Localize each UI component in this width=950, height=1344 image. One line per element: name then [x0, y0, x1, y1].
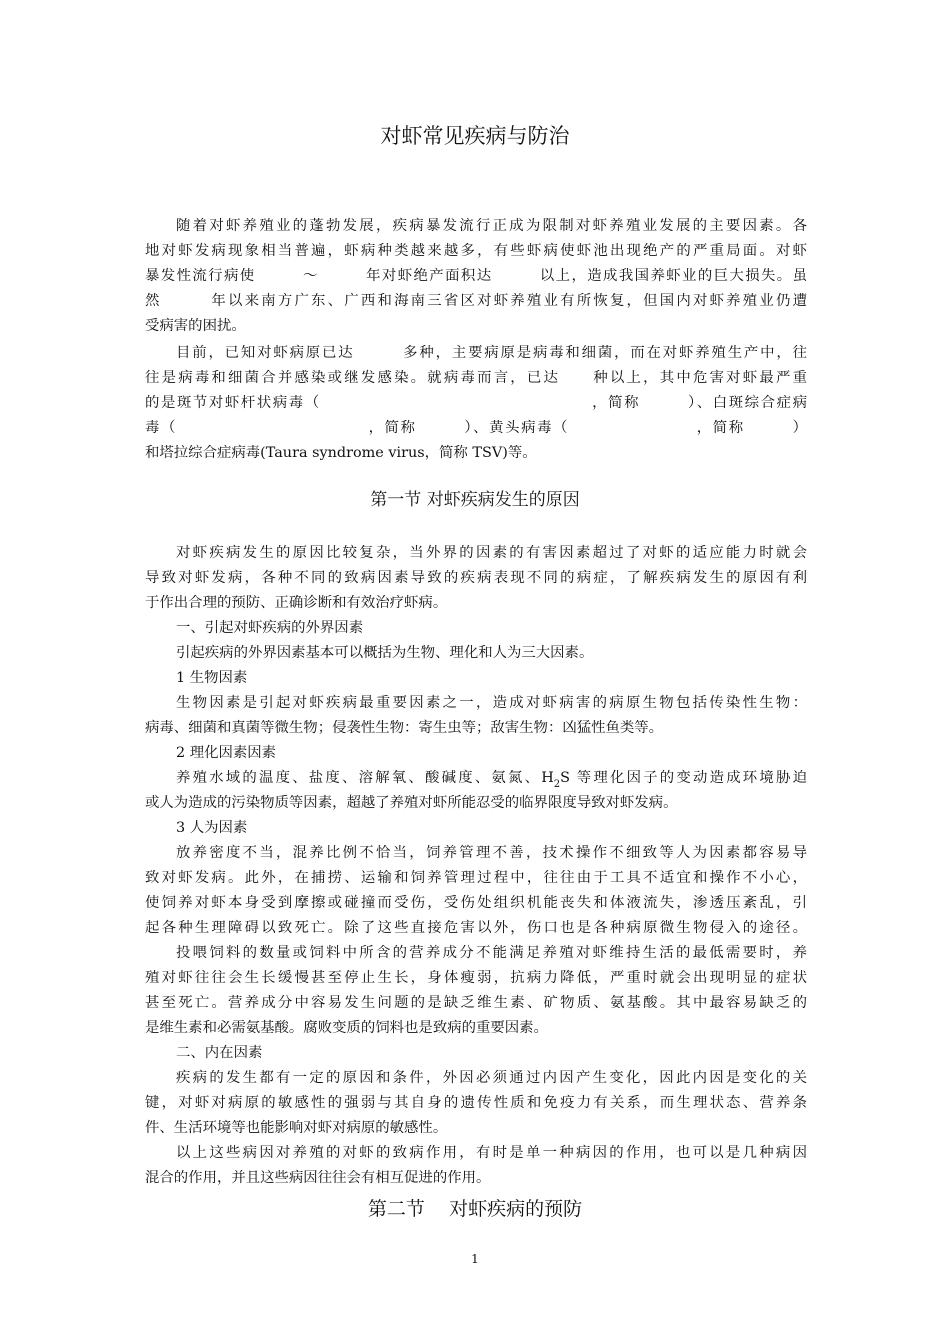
s1-inner-line-2: 键，对虾对病原的敏感性的强弱与其自身的遗传性质和免疫力有关系，而生理状态、营养条: [145, 1095, 807, 1111]
s1-phys-line-1: [176, 767, 807, 789]
s1-feed-line-2: 殖对虾往往会生长缓慢甚至停止生长，身体瘦弱，抗病力降低，严重时就会出现明显的症状: [145, 970, 807, 986]
s1-summary-line-1: 以上这些病因对养殖的对虾的致病作用，有时是单一种病因的作用，也可以是几种病因: [176, 1145, 807, 1161]
s1-p1-line-1: 对虾疾病发生的原因比较复杂，当外界的因素的有害因素超过了对虾的适应能力时就会: [176, 545, 807, 561]
s1-phys-subscript: 2: [553, 779, 561, 790]
s1-bio-line-1: 生物因素是引起对虾疾病最重要因素之一，造成对虾病害的病原生物包括传染性生物：: [176, 695, 807, 711]
s1-phys-text-a: 养殖水域的温度、盐度、溶解氧、酸碱度、氨氮、H: [176, 770, 554, 786]
s1-p1-line-2: 导致对虾发病，各种不同的致病因素导致的疾病表现不同的病症，了解疾病发生的原因有利: [145, 570, 807, 586]
s1-human-line-2: 致对虾发病。此外，在捕捞、运输和饲养管理过程中，往往由于工具不适宜和操作不小心，: [145, 870, 807, 886]
intro-p2-line-4: 毒（ ，简称 ）、黄头病毒（ ，简称 ）: [145, 420, 807, 436]
s1-inner-line-3: 件、生活环境等也能影响对虾对病原的敏感性。: [145, 1120, 448, 1136]
intro-p2-line-3: 的是斑节对虾杆状病毒（ ，简称 ）、白斑综合症病: [145, 395, 807, 411]
intro-p1-line-5: 受病害的困扰。: [145, 318, 246, 334]
intro-p2-line-2: 往是病毒和细菌合并感染或继发感染。就病毒而言，已达 种以上，其中危害对虾最严重: [145, 370, 807, 386]
s1-human-heading: 3 人为因素: [176, 820, 248, 836]
section-1-heading: 第一节 对虾疾病发生的原因: [370, 490, 580, 510]
s1-human-line-3: 使饲养对虾本身受到摩擦或碰撞而受伤，受伤处组织机能丧失和体液流失，渗透压紊乱，引: [145, 895, 807, 911]
s1-feed-line-4: 是维生素和必需氨基酸。腐败变质的饲料也是致病的重要因素。: [145, 1020, 548, 1036]
section-2-heading: 第二节 对虾疾病的预防: [367, 1198, 583, 1220]
s1-bio-line-2: 病毒、细菌和真菌等微生物；侵袭性生物：寄生虫等；敌害生物：凶猛性鱼类等。: [145, 720, 664, 736]
s1-external-summary: 引起疾病的外界因素基本可以概括为生物、理化和人为三大因素。: [176, 645, 594, 661]
s1-subheading-external: 一、引起对虾疾病的外界因素: [176, 620, 364, 636]
s1-bio-heading: 1 生物因素: [176, 670, 248, 686]
s1-phys-heading: 2 理化因素因素: [176, 745, 277, 761]
intro-p2-line-5: 和塔拉综合症病毒(Taura syndrome virus，简称 TSV)等。: [145, 445, 537, 461]
s1-phys-line-2: 或人为造成的污染物质等因素，超越了养殖对虾所能忍受的临界限度导致对虾发病。: [145, 795, 678, 811]
document-title: 对虾常见疾病与防治: [380, 124, 570, 148]
intro-p1-line-3: 暴发性流行病使 ～ 年对虾绝产面积达 以上，造成我国养虾业的巨大损失。虽: [145, 268, 807, 284]
s1-feed-line-1: 投喂饲料的数量或饲料中所含的营养成分不能满足养殖对虾维持生活的最低需要时，养: [176, 945, 807, 961]
intro-p1-line-1: 随着对虾养殖业的蓬勃发展，疾病暴发流行正成为限制对虾养殖业发展的主要因素。各: [176, 218, 807, 234]
s1-summary-line-2: 混合的作用，并且这些病因往往会有相互促进的作用。: [145, 1170, 491, 1186]
s1-p1-line-3: 于作出合理的预防、正确诊断和有效治疗虾病。: [145, 595, 448, 611]
s1-subheading-internal: 二、内在因素: [176, 1045, 263, 1061]
s1-feed-line-3: 甚至死亡。营养成分中容易发生问题的是缺乏维生素、矿物质、氨基酸。其中最容易缺乏的: [145, 995, 807, 1011]
s1-human-line-1: 放养密度不当，混养比例不恰当，饲养管理不善，技术操作不细致等人为因素都容易导: [176, 845, 807, 861]
page-number: 1: [471, 1252, 479, 1266]
intro-p1-line-2: 地对虾发病现象相当普遍，虾病种类越来越多，有些虾病使虾池出现绝产的严重局面。对虾: [145, 243, 807, 259]
s1-inner-line-1: 疾病的发生都有一定的原因和条件，外因必须通过内因产生变化，因此内因是变化的关: [176, 1070, 807, 1086]
s1-human-line-4: 起各种生理障碍以致死亡。除了这些直接危害以外，伤口也是各种病原微生物侵入的途径。: [145, 920, 807, 936]
s1-phys-text-b: S 等理化因子的变动造成环境胁迫: [560, 770, 807, 786]
intro-p1-line-4: 然 年以来南方广东、广西和海南三省区对虾养殖业有所恢复，但国内对虾养殖业仍遭: [145, 293, 807, 309]
intro-p2-line-1: 目前，已知对虾病原已达 多种，主要病原是病毒和细菌，而在对虾养殖生产中，往: [176, 345, 807, 361]
